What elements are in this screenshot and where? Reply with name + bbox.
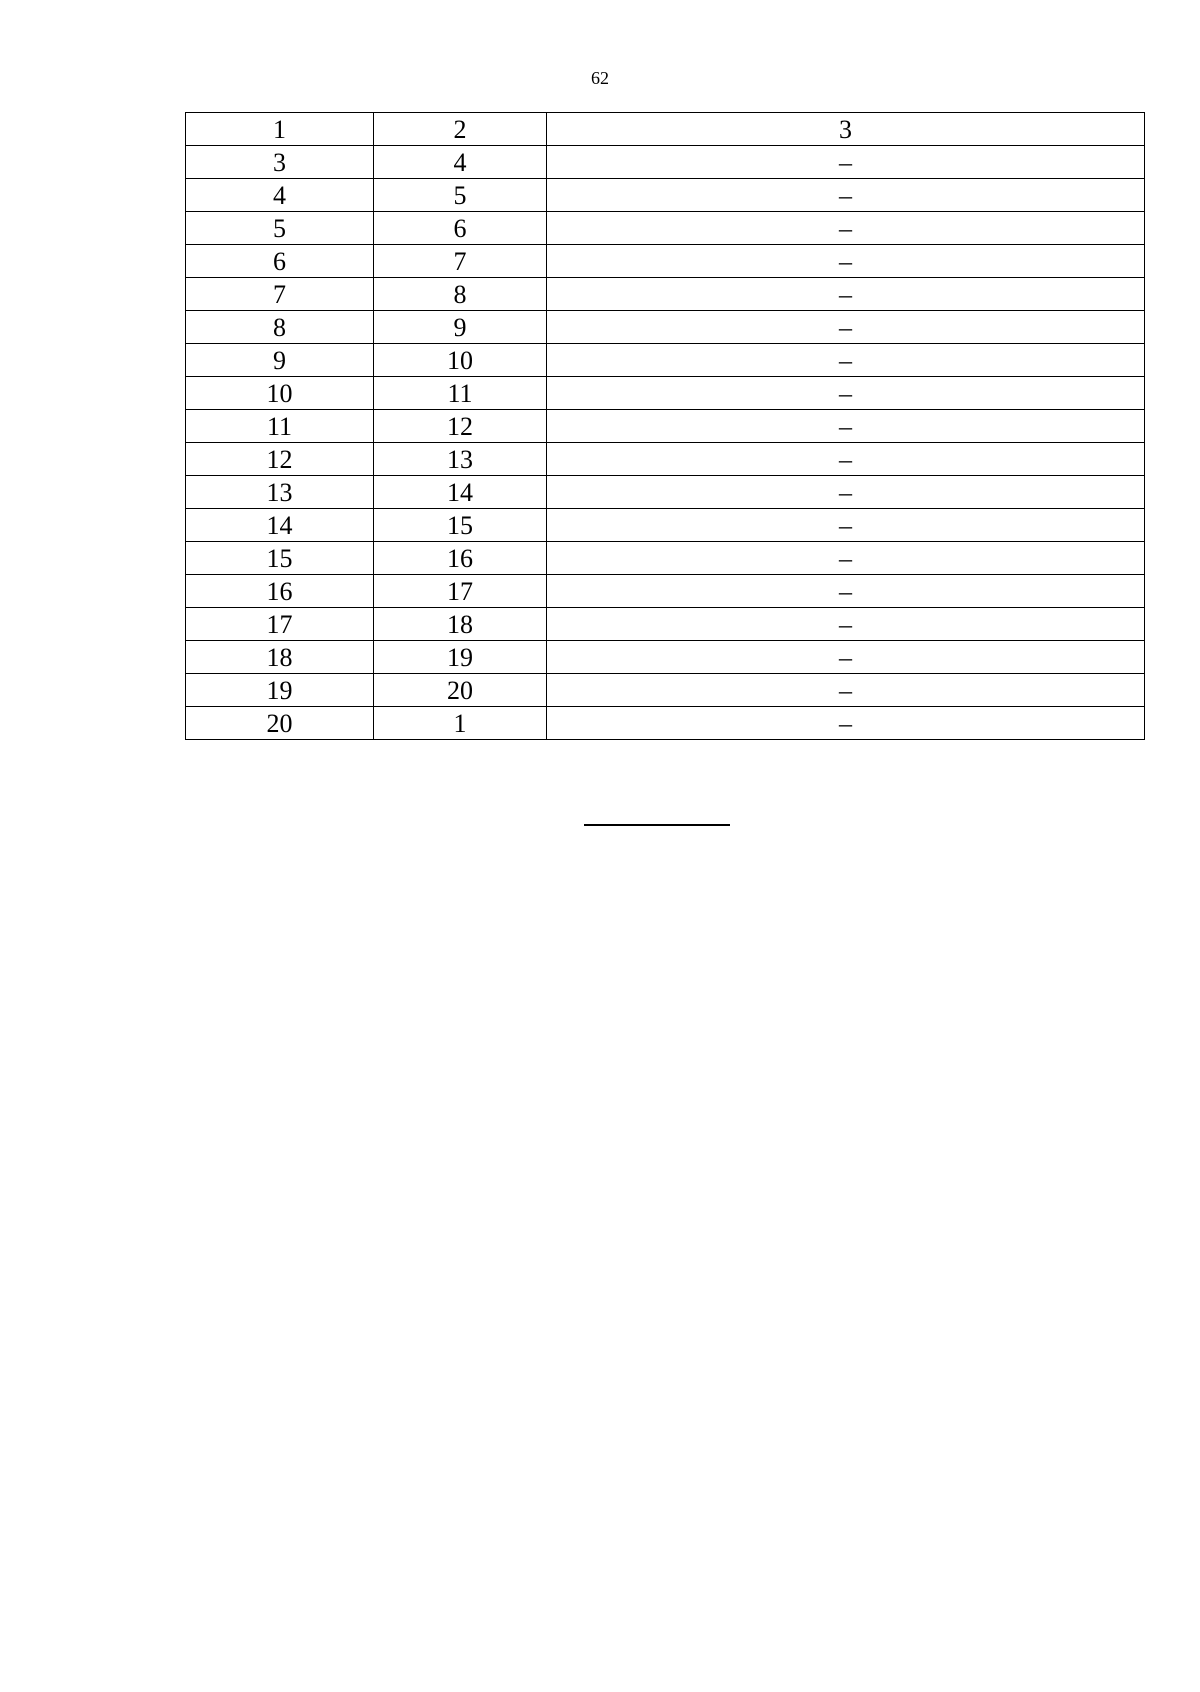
table-cell: – xyxy=(547,311,1145,344)
table-cell: 13 xyxy=(186,476,374,509)
table-cell: – xyxy=(547,575,1145,608)
table-cell: 16 xyxy=(186,575,374,608)
table-header-cell: 2 xyxy=(374,113,547,146)
table-cell: 20 xyxy=(374,674,547,707)
table-row xyxy=(186,377,1145,410)
table-row xyxy=(186,146,1145,179)
table-row xyxy=(186,179,1145,212)
table-cell: – xyxy=(547,245,1145,278)
table-cell: 3 xyxy=(186,146,374,179)
table-cell: – xyxy=(547,509,1145,542)
table-row xyxy=(186,311,1145,344)
table-cell: 11 xyxy=(374,377,547,410)
data-table xyxy=(185,112,1145,740)
table-cell: 4 xyxy=(186,179,374,212)
table-cell: 11 xyxy=(186,410,374,443)
table-header-row xyxy=(186,113,1145,146)
table-cell: 15 xyxy=(374,509,547,542)
table-row xyxy=(186,542,1145,575)
table-header-cell: 3 xyxy=(547,113,1145,146)
table-cell: 20 xyxy=(186,707,374,740)
table-row xyxy=(186,476,1145,509)
table-cell: 19 xyxy=(186,674,374,707)
table-cell: – xyxy=(547,278,1145,311)
end-of-document-rule xyxy=(584,824,730,826)
table-cell: – xyxy=(547,410,1145,443)
table-cell: 7 xyxy=(186,278,374,311)
table-cell: – xyxy=(547,608,1145,641)
table-cell: – xyxy=(547,476,1145,509)
table-row xyxy=(186,608,1145,641)
table-cell: 13 xyxy=(374,443,547,476)
table-row xyxy=(186,245,1145,278)
table-row xyxy=(186,575,1145,608)
table-cell: 18 xyxy=(374,608,547,641)
table-cell: 9 xyxy=(186,344,374,377)
table-row xyxy=(186,410,1145,443)
table-cell: 10 xyxy=(374,344,547,377)
table-row xyxy=(186,641,1145,674)
table-cell: 18 xyxy=(186,641,374,674)
table-cell: 14 xyxy=(186,509,374,542)
page-number: 62 xyxy=(591,68,609,88)
table-cell: – xyxy=(547,344,1145,377)
table-cell: 12 xyxy=(186,443,374,476)
table-cell: 17 xyxy=(186,608,374,641)
table-row xyxy=(186,509,1145,542)
table-cell: – xyxy=(547,542,1145,575)
table-row xyxy=(186,344,1145,377)
table-cell: 5 xyxy=(374,179,547,212)
table-cell: – xyxy=(547,179,1145,212)
table-row xyxy=(186,212,1145,245)
table-cell: – xyxy=(547,641,1145,674)
table-cell: 8 xyxy=(186,311,374,344)
table-cell: 6 xyxy=(186,245,374,278)
table-cell: 19 xyxy=(374,641,547,674)
table-cell: 14 xyxy=(374,476,547,509)
table-row xyxy=(186,443,1145,476)
table-row xyxy=(186,707,1145,740)
table-cell: – xyxy=(547,674,1145,707)
table-cell: 10 xyxy=(186,377,374,410)
table-cell: 8 xyxy=(374,278,547,311)
table-header-cell: 1 xyxy=(186,113,374,146)
table-cell: – xyxy=(547,443,1145,476)
table-cell: 9 xyxy=(374,311,547,344)
table-cell: – xyxy=(547,146,1145,179)
table-cell: 5 xyxy=(186,212,374,245)
table-cell: – xyxy=(547,377,1145,410)
table-row xyxy=(186,278,1145,311)
table-cell: – xyxy=(547,212,1145,245)
table-cell: 1 xyxy=(374,707,547,740)
table-cell: 15 xyxy=(186,542,374,575)
table-cell: 12 xyxy=(374,410,547,443)
table-cell: 16 xyxy=(374,542,547,575)
table-cell: 6 xyxy=(374,212,547,245)
table-cell: 7 xyxy=(374,245,547,278)
table-row xyxy=(186,674,1145,707)
table-cell: – xyxy=(547,707,1145,740)
table-cell: 17 xyxy=(374,575,547,608)
table-cell: 4 xyxy=(374,146,547,179)
